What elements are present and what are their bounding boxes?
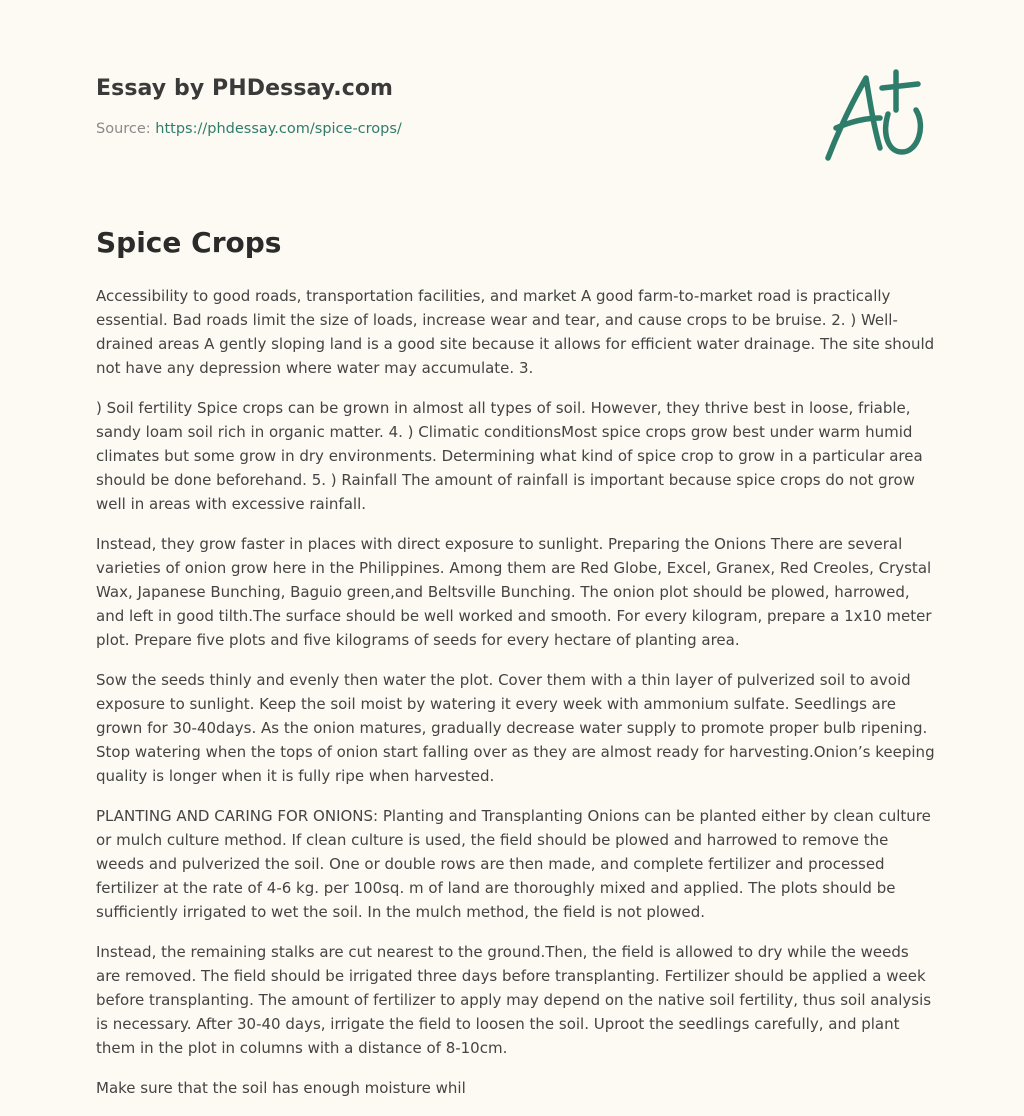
paragraph: Accessibility to good roads, transportation facilities, and market A good farm-to-market road is practically essential. Bad roads limit the size of loads, increase wear and tear, and cause crops to be bruise. 2. ) Well-drained areas A gently sloping land is a good site because it allows for efficient water drainage. The site should not have any depression where water may accumulate. 3. [96, 287, 935, 377]
paragraph: PLANTING AND CARING FOR ONIONS: Planting and Transplanting Onions can be planted either by clean culture or mulch culture method. If clean culture is used, the field should be plowed and harrowed to remove the weeds and pulverized the soil. One or double rows are then made, and complete fertilizer and processed fertilizer at the rate of 4-6 kg. per 100sq. m of land are thoroughly mixed and applied. The plots should be sufficiently irrigated to wet the soil. In the mulch method, the field is not plowed. [96, 807, 931, 921]
paragraph: Sow the seeds thinly and evenly then water the plot. Cover them with a thin layer of pulverized soil to avoid exposure to sunlight. Keep the soil moist by watering it every week with ammonium sulfate. Seedlings are grown for 30-40days. As the onion matures, gradually decrease water supply to promote proper bulb ripening. Stop watering when the tops of onion start falling over as they are almost ready for harvesting.Onion’s keeping quality is longer when it is fully ripe when harvested. [96, 671, 935, 785]
a-plus-logo-icon [822, 68, 926, 164]
paragraph: Make sure that the soil has enough moisture whil [96, 1079, 466, 1097]
essay-title: Spice Crops [96, 226, 282, 259]
paragraph: ) Soil fertility Spice crops can be grown in almost all types of soil. However, they thrive best in loose, friable, sandy loam soil rich in organic matter. 4. ) Climatic conditionsMost spice crops grow best under warm humid climates but some grow in dry environments. Determining what kind of spice crop to grow in a particular area should be done beforehand. 5. ) Rainfall The amount of rainfall is important because spice crops do not grow well in areas with excessive rainfall. [96, 399, 923, 513]
paragraph: Instead, the remaining stalks are cut nearest to the ground.Then, the field is allowed to dry while the weeds are removed. The field should be irrigated three days before transplanting. Fertilizer should be applied a week before transplanting. The amount of fertilizer to apply may depend on the native soil fertility, thus soil analysis is necessary. After 30-40 days, irrigate the field to loosen the soil. Uproot the seedlings carefully, and plant them in the plot in columns with a distance of 8-10cm. [96, 943, 932, 1057]
page-header [96, 76, 816, 137]
paragraph: Instead, they grow faster in places with direct exposure to sunlight. Preparing the Onions There are several varieties of onion grow here in the Philippines. Among them are Red Globe, Excel, Granex, Red Creoles, Crystal Wax, Japanese Bunching, Baguio green,and Beltsville Bunching. The onion plot should be plowed, harrowed, and left in good tilth.The surface should be well worked and smooth. For every kilogram, prepare a 1x10 meter plot. Prepare five plots and five kilograms of seeds for every hectare of planting area. [96, 535, 932, 649]
essay-body [96, 284, 936, 1116]
source-link[interactable]: https://phdessay.com/spice-crops/ [155, 121, 402, 137]
source-label: Source: [96, 121, 156, 137]
source-line [96, 121, 816, 137]
site-brand: Essay by PHDessay.com [96, 76, 394, 101]
